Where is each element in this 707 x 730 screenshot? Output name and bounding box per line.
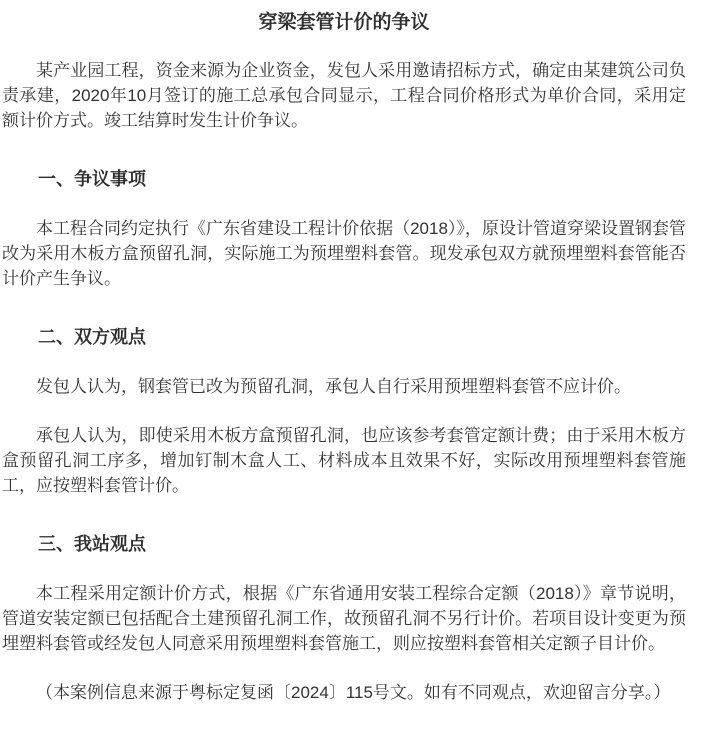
intro-paragraph: 某产业园工程，资金来源为企业资金，发包人采用邀请招标方式，确定由某建筑公司负责承建，2020年10月签订的施工总承包合同显示，工程合同价格形式为单价合同，采用定额计价方式。竣工结算时发生计价争议。 — [2, 61, 686, 130]
paragraph-dispute-matter: 本工程合同约定执行《广东省建设工程计价依据（2018）》，原设计管道穿梁设置钢套管改为采用木板方盒预留孔洞，实际施工为预埋塑料套管。现发承包双方就预埋塑料套管能否计价产生争议。 — [2, 219, 686, 288]
paragraph-contractor-view: 承包人认为，即使采用木板方盒预留孔洞，也应该参考套管定额计费；由于采用木板方盒预留孔洞工序多，增加钉制木盒人工、材料成本且效果不好，实际改用预埋塑料套管施工，应按塑料套管计价。 — [2, 426, 686, 495]
paragraph-employer-view: 发包人认为，钢套管已改为预留孔洞，承包人自行采用预埋塑料套管不应计价。 — [36, 377, 631, 396]
section-heading-both-parties-views: 二、双方观点 — [38, 327, 146, 347]
section-heading-dispute-matter: 一、争议事项 — [38, 169, 146, 189]
page-title: 穿梁套管计价的争议 — [258, 12, 430, 33]
section-heading-our-view: 三、我站观点 — [38, 534, 146, 554]
footnote: （本案例信息来源于粤标定复函〔2024〕115号文。如有不同观点，欢迎留言分享。） — [36, 683, 671, 702]
paragraph-our-view: 本工程采用定额计价方式，根据《广东省通用安装工程综合定额（2018）》章节说明，管道安装定额已包括配合土建预留孔洞工作，故预留孔洞不另行计价。若项目设计变更为预埋塑料套管或经发包人同意采用预埋塑料套管施工，则应按塑料套管相关定额子目计价。 — [2, 584, 686, 653]
